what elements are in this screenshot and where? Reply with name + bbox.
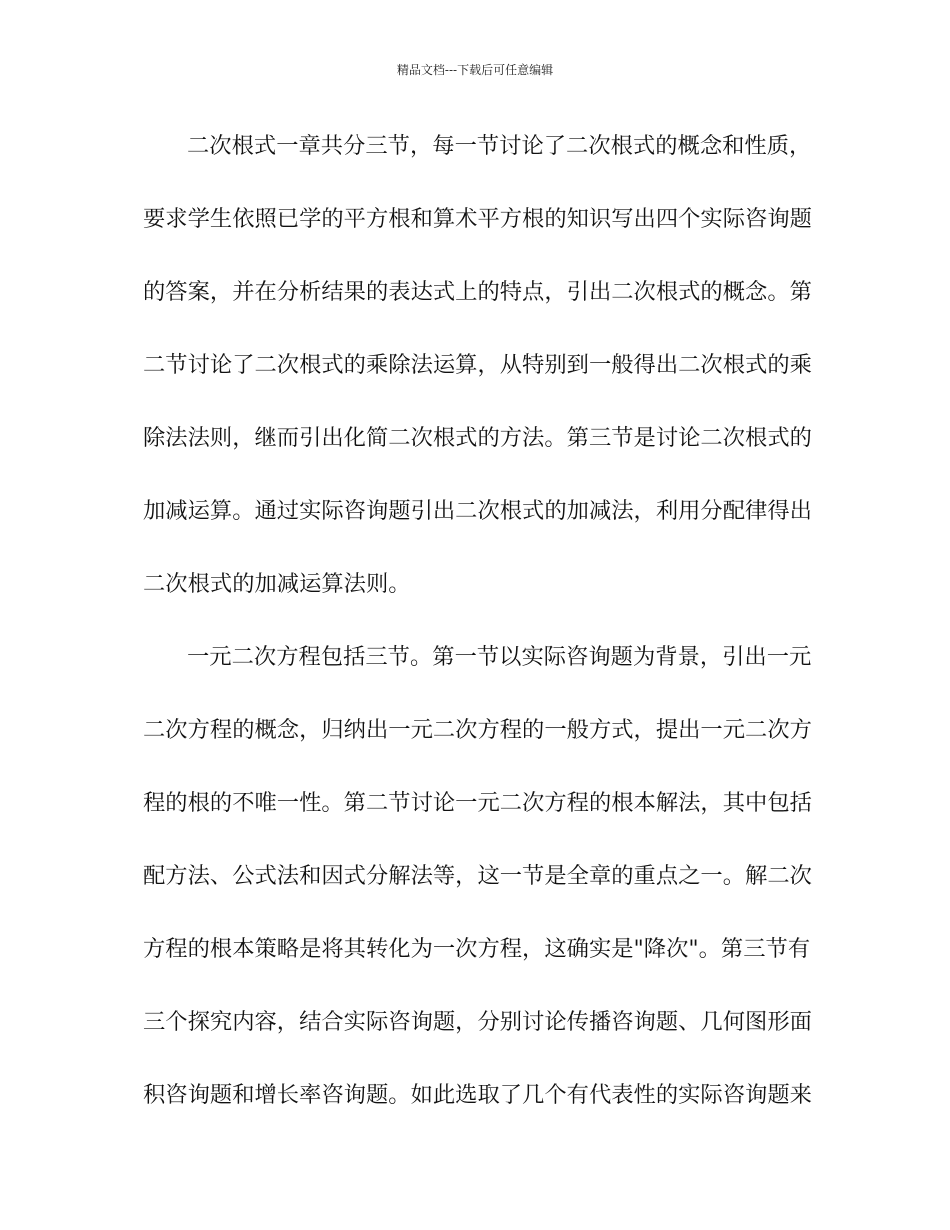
text-line: 二次根式一章共分三节，每一节讨论了二次根式的概念和性质， xyxy=(187,133,812,159)
text-line: 积咨询题和增长率咨询题。如此选取了几个有代表性的实际咨询题来 xyxy=(143,1082,812,1108)
page-header: 精品文档---下载后可任意编辑 xyxy=(396,63,554,77)
text-line: 加减运算。通过实际咨询题引出二次根式的加减法，利用分配律得出 xyxy=(143,498,812,524)
text-line: 除法法则，继而引出化简二次根式的方法。第三节是讨论二次根式的 xyxy=(143,425,812,451)
text-line: 要求学生依照已学的平方根和算术平方根的知识写出四个实际咨询题 xyxy=(143,206,812,232)
paragraph xyxy=(143,124,812,635)
document-body xyxy=(143,124,812,1146)
text-line: 程的根的不唯一性。第二节讨论一元二次方程的根本解法，其中包括 xyxy=(143,790,812,816)
text-line: 二节讨论了二次根式的乘除法运算，从特别到一般得出二次根式的乘 xyxy=(143,352,812,378)
text-line: 三个探究内容，结合实际咨询题，分别讨论传播咨询题、几何图形面 xyxy=(143,1009,812,1035)
text-line: 配方法、公式法和因式分解法等，这一节是全章的重点之一。解二次 xyxy=(143,863,812,889)
text-line: 二次根式的加减运算法则。 xyxy=(143,571,411,597)
text-line: 二次方程的概念，归纳出一元二次方程的一般方式，提出一元二次方 xyxy=(143,717,812,743)
text-line: 的答案，并在分析结果的表达式上的特点，引出二次根式的概念。第 xyxy=(143,279,812,305)
text-line: 一元二次方程包括三节。第一节以实际咨询题为背景，引出一元 xyxy=(187,644,812,670)
text-line: 方程的根本策略是将其转化为一次方程，这确实是"降次"。第三节有 xyxy=(143,936,811,962)
paragraph xyxy=(143,635,812,1146)
